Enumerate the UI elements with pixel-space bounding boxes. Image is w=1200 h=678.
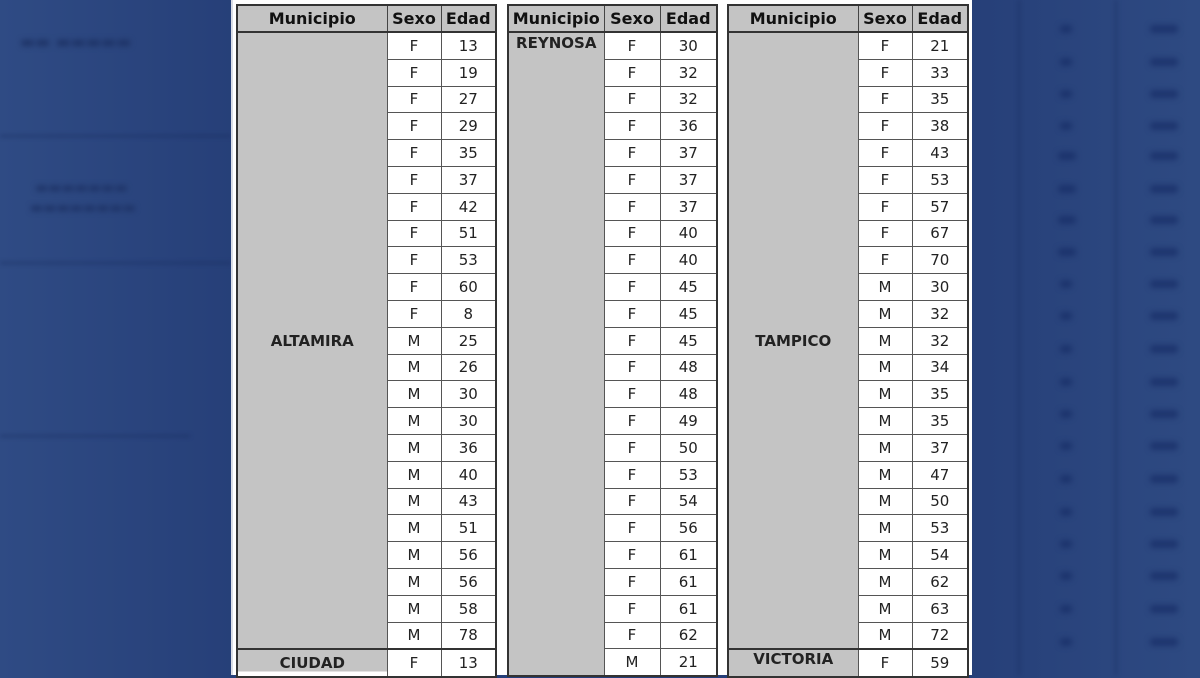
edad-cell: 51 bbox=[441, 515, 496, 542]
sexo-cell: F bbox=[858, 649, 912, 677]
municipio-cell: CIUDAD bbox=[237, 649, 387, 677]
background-blur-cell bbox=[1060, 312, 1072, 320]
background-column-line bbox=[1018, 0, 1020, 675]
column-header-municipio: Municipio bbox=[508, 5, 604, 32]
background-blur-cell bbox=[1150, 378, 1178, 386]
column-header-edad: Edad bbox=[441, 5, 496, 32]
background-column-line bbox=[1115, 0, 1117, 675]
edad-cell: 59 bbox=[912, 649, 968, 677]
sexo-cell: F bbox=[604, 220, 660, 247]
sexo-cell: M bbox=[387, 354, 441, 381]
sexo-cell: F bbox=[604, 32, 660, 59]
sexo-cell: F bbox=[604, 327, 660, 354]
edad-cell: 35 bbox=[441, 140, 496, 167]
edad-cell: 48 bbox=[660, 354, 717, 381]
sexo-cell: F bbox=[604, 515, 660, 542]
sexo-cell: F bbox=[387, 140, 441, 167]
background-blur-cell bbox=[1150, 312, 1178, 320]
sexo-cell: M bbox=[858, 354, 912, 381]
edad-cell: 40 bbox=[660, 247, 717, 274]
column-header-municipio: Municipio bbox=[728, 5, 858, 32]
background-blur-cell bbox=[1150, 605, 1178, 613]
edad-cell: 57 bbox=[912, 193, 968, 220]
sexo-cell: M bbox=[858, 568, 912, 595]
edad-cell: 53 bbox=[441, 247, 496, 274]
edad-cell: 63 bbox=[912, 595, 968, 622]
background-blur-cell bbox=[1060, 378, 1072, 386]
edad-cell: 30 bbox=[912, 274, 968, 301]
edad-cell: 36 bbox=[441, 434, 496, 461]
edad-cell: 61 bbox=[660, 595, 717, 622]
table-header-row bbox=[237, 5, 496, 32]
edad-cell: 37 bbox=[441, 166, 496, 193]
background-blurred-text: ▬▬ ▬▬▬▬▬ bbox=[20, 32, 132, 51]
table-row bbox=[237, 32, 496, 59]
edad-cell: 32 bbox=[660, 59, 717, 86]
edad-cell: 13 bbox=[441, 32, 496, 59]
edad-cell: 40 bbox=[660, 220, 717, 247]
background-blur-cell bbox=[1150, 410, 1178, 418]
sexo-cell: M bbox=[387, 622, 441, 649]
table-row bbox=[728, 32, 968, 59]
background-blur-cell bbox=[1058, 185, 1076, 193]
sexo-cell: F bbox=[387, 274, 441, 301]
column-header-sexo: Sexo bbox=[604, 5, 660, 32]
edad-cell: 35 bbox=[912, 381, 968, 408]
sexo-cell: F bbox=[604, 542, 660, 569]
sexo-cell: M bbox=[387, 568, 441, 595]
sexo-cell: M bbox=[387, 542, 441, 569]
column-header-sexo: Sexo bbox=[387, 5, 441, 32]
edad-cell: 35 bbox=[912, 86, 968, 113]
background-blur-cell bbox=[1060, 410, 1072, 418]
sexo-cell: F bbox=[604, 595, 660, 622]
edad-cell: 30 bbox=[660, 32, 717, 59]
municipio-cell: REYNOSA bbox=[508, 32, 604, 676]
background-blur-cell bbox=[1150, 345, 1178, 353]
sexo-cell: F bbox=[858, 220, 912, 247]
background-blur-cell bbox=[1058, 152, 1076, 160]
data-table-3 bbox=[727, 4, 969, 678]
edad-cell: 37 bbox=[912, 434, 968, 461]
sexo-cell: F bbox=[387, 649, 441, 677]
edad-cell: 53 bbox=[912, 166, 968, 193]
background-blur-cell bbox=[1150, 475, 1178, 483]
sexo-cell: M bbox=[858, 461, 912, 488]
edad-cell: 30 bbox=[441, 381, 496, 408]
background-blur-cell bbox=[1060, 442, 1072, 450]
sexo-cell: F bbox=[387, 59, 441, 86]
data-table-2 bbox=[507, 4, 718, 677]
municipio-cell: TAMPICO bbox=[728, 32, 858, 649]
background-blur-cell bbox=[1060, 25, 1072, 33]
sexo-cell: M bbox=[858, 434, 912, 461]
edad-cell: 53 bbox=[660, 461, 717, 488]
edad-cell: 56 bbox=[441, 542, 496, 569]
edad-cell: 43 bbox=[912, 140, 968, 167]
sexo-cell: M bbox=[387, 461, 441, 488]
background-line bbox=[0, 135, 231, 137]
edad-cell: 54 bbox=[912, 542, 968, 569]
background-blur-cell bbox=[1150, 216, 1178, 224]
sexo-cell: F bbox=[604, 193, 660, 220]
background-blur-cell bbox=[1150, 638, 1178, 646]
sexo-cell: F bbox=[858, 247, 912, 274]
sexo-cell: M bbox=[858, 542, 912, 569]
background-blur-cell bbox=[1060, 540, 1072, 548]
edad-cell: 61 bbox=[660, 542, 717, 569]
sexo-cell: M bbox=[858, 408, 912, 435]
edad-cell: 8 bbox=[441, 300, 496, 327]
background-blur-cell bbox=[1150, 280, 1178, 288]
edad-cell: 19 bbox=[441, 59, 496, 86]
edad-cell: 45 bbox=[660, 274, 717, 301]
edad-cell: 33 bbox=[912, 59, 968, 86]
edad-cell: 36 bbox=[660, 113, 717, 140]
background-blur-cell bbox=[1150, 90, 1178, 98]
column-header-municipio: Municipio bbox=[237, 5, 387, 32]
background-blur-cell bbox=[1060, 90, 1072, 98]
background-blur-cell bbox=[1060, 122, 1072, 130]
edad-cell: 58 bbox=[441, 595, 496, 622]
sexo-cell: M bbox=[858, 300, 912, 327]
edad-cell: 53 bbox=[912, 515, 968, 542]
sexo-cell: F bbox=[387, 247, 441, 274]
sexo-cell: M bbox=[858, 622, 912, 649]
background-blurred-text: ▬▬▬▬▬▬▬ bbox=[35, 180, 128, 196]
background-blur-cell bbox=[1150, 58, 1178, 66]
background-blur-cell bbox=[1060, 638, 1072, 646]
edad-cell: 43 bbox=[441, 488, 496, 515]
sexo-cell: F bbox=[387, 32, 441, 59]
sexo-cell: F bbox=[387, 220, 441, 247]
table-header-row bbox=[508, 5, 717, 32]
edad-cell: 61 bbox=[660, 568, 717, 595]
edad-cell: 49 bbox=[660, 408, 717, 435]
municipio-cell: ALTAMIRA bbox=[237, 32, 387, 649]
municipio-cell: VICTORIA bbox=[728, 649, 858, 677]
sexo-cell: F bbox=[858, 166, 912, 193]
sexo-cell: F bbox=[604, 113, 660, 140]
sexo-cell: M bbox=[387, 408, 441, 435]
edad-cell: 47 bbox=[912, 461, 968, 488]
sexo-cell: F bbox=[387, 300, 441, 327]
edad-cell: 72 bbox=[912, 622, 968, 649]
edad-cell: 29 bbox=[441, 113, 496, 140]
sexo-cell: F bbox=[604, 488, 660, 515]
table-header-row bbox=[728, 5, 968, 32]
sexo-cell: F bbox=[604, 434, 660, 461]
edad-cell: 34 bbox=[912, 354, 968, 381]
background-blur-cell bbox=[1150, 152, 1178, 160]
edad-cell: 42 bbox=[441, 193, 496, 220]
edad-cell: 32 bbox=[912, 300, 968, 327]
edad-cell: 45 bbox=[660, 327, 717, 354]
edad-cell: 37 bbox=[660, 193, 717, 220]
sexo-cell: F bbox=[604, 381, 660, 408]
sexo-cell: M bbox=[858, 327, 912, 354]
edad-cell: 45 bbox=[660, 300, 717, 327]
sexo-cell: M bbox=[387, 381, 441, 408]
edad-cell: 62 bbox=[660, 622, 717, 649]
sexo-cell: F bbox=[604, 408, 660, 435]
sexo-cell: F bbox=[604, 274, 660, 301]
sexo-cell: M bbox=[858, 488, 912, 515]
sexo-cell: F bbox=[858, 86, 912, 113]
sexo-cell: M bbox=[387, 327, 441, 354]
sexo-cell: M bbox=[858, 515, 912, 542]
sexo-cell: M bbox=[387, 488, 441, 515]
edad-cell: 62 bbox=[912, 568, 968, 595]
sexo-cell: F bbox=[387, 113, 441, 140]
sexo-cell: F bbox=[858, 59, 912, 86]
edad-cell: 37 bbox=[660, 140, 717, 167]
edad-cell: 21 bbox=[660, 649, 717, 676]
table-row bbox=[508, 32, 717, 59]
sexo-cell: F bbox=[387, 166, 441, 193]
edad-cell: 48 bbox=[660, 381, 717, 408]
table-row bbox=[728, 649, 968, 677]
background-blur-cell bbox=[1060, 508, 1072, 516]
sexo-cell: F bbox=[604, 622, 660, 649]
sexo-cell: F bbox=[858, 193, 912, 220]
sexo-cell: F bbox=[858, 113, 912, 140]
background-blur-cell bbox=[1058, 216, 1076, 224]
edad-cell: 13 bbox=[441, 649, 496, 677]
background-blur-cell bbox=[1060, 605, 1072, 613]
background-blur-cell bbox=[1060, 345, 1072, 353]
background-blur-cell bbox=[1150, 508, 1178, 516]
background-blur-cell bbox=[1060, 475, 1072, 483]
sexo-cell: M bbox=[604, 649, 660, 676]
sexo-cell: M bbox=[858, 595, 912, 622]
background-blur-cell bbox=[1150, 540, 1178, 548]
edad-cell: 32 bbox=[660, 86, 717, 113]
background-blur-cell bbox=[1150, 572, 1178, 580]
background-blur-cell bbox=[1150, 25, 1178, 33]
background-blurred-text: ▬▬▬▬▬▬▬▬ bbox=[30, 200, 136, 216]
edad-cell: 27 bbox=[441, 86, 496, 113]
edad-cell: 60 bbox=[441, 274, 496, 301]
sexo-cell: M bbox=[858, 274, 912, 301]
edad-cell: 50 bbox=[912, 488, 968, 515]
sexo-cell: F bbox=[604, 86, 660, 113]
sexo-cell: F bbox=[604, 140, 660, 167]
sexo-cell: F bbox=[604, 354, 660, 381]
edad-cell: 51 bbox=[441, 220, 496, 247]
sexo-cell: F bbox=[387, 86, 441, 113]
table-row bbox=[237, 649, 496, 677]
sexo-cell: F bbox=[604, 568, 660, 595]
sexo-cell: F bbox=[858, 32, 912, 59]
edad-cell: 21 bbox=[912, 32, 968, 59]
edad-cell: 67 bbox=[912, 220, 968, 247]
edad-cell: 54 bbox=[660, 488, 717, 515]
background-blur-cell bbox=[1150, 122, 1178, 130]
column-header-edad: Edad bbox=[660, 5, 717, 32]
sexo-cell: M bbox=[387, 595, 441, 622]
edad-cell: 32 bbox=[912, 327, 968, 354]
column-header-edad: Edad bbox=[912, 5, 968, 32]
sexo-cell: F bbox=[604, 300, 660, 327]
background-blur-cell bbox=[1060, 280, 1072, 288]
background-line bbox=[0, 262, 231, 264]
sexo-cell: F bbox=[387, 193, 441, 220]
background-blur-cell bbox=[1060, 58, 1072, 66]
background-blur-cell bbox=[1058, 248, 1076, 256]
sexo-cell: F bbox=[604, 166, 660, 193]
column-header-sexo: Sexo bbox=[858, 5, 912, 32]
edad-cell: 50 bbox=[660, 434, 717, 461]
edad-cell: 35 bbox=[912, 408, 968, 435]
background-blur-cell bbox=[1150, 248, 1178, 256]
background-blur-cell bbox=[1150, 185, 1178, 193]
sexo-cell: M bbox=[387, 515, 441, 542]
edad-cell: 26 bbox=[441, 354, 496, 381]
edad-cell: 25 bbox=[441, 327, 496, 354]
edad-cell: 40 bbox=[441, 461, 496, 488]
sexo-cell: F bbox=[604, 247, 660, 274]
sexo-cell: F bbox=[858, 140, 912, 167]
edad-cell: 70 bbox=[912, 247, 968, 274]
edad-cell: 38 bbox=[912, 113, 968, 140]
edad-cell: 56 bbox=[441, 568, 496, 595]
sexo-cell: F bbox=[604, 461, 660, 488]
sexo-cell: M bbox=[858, 381, 912, 408]
edad-cell: 56 bbox=[660, 515, 717, 542]
edad-cell: 37 bbox=[660, 166, 717, 193]
edad-cell: 30 bbox=[441, 408, 496, 435]
background-blur-cell bbox=[1060, 572, 1072, 580]
background-blur-cell bbox=[1150, 442, 1178, 450]
sexo-cell: M bbox=[387, 434, 441, 461]
background-line bbox=[0, 435, 190, 437]
edad-cell: 78 bbox=[441, 622, 496, 649]
data-table-1 bbox=[236, 4, 497, 678]
sexo-cell: F bbox=[604, 59, 660, 86]
